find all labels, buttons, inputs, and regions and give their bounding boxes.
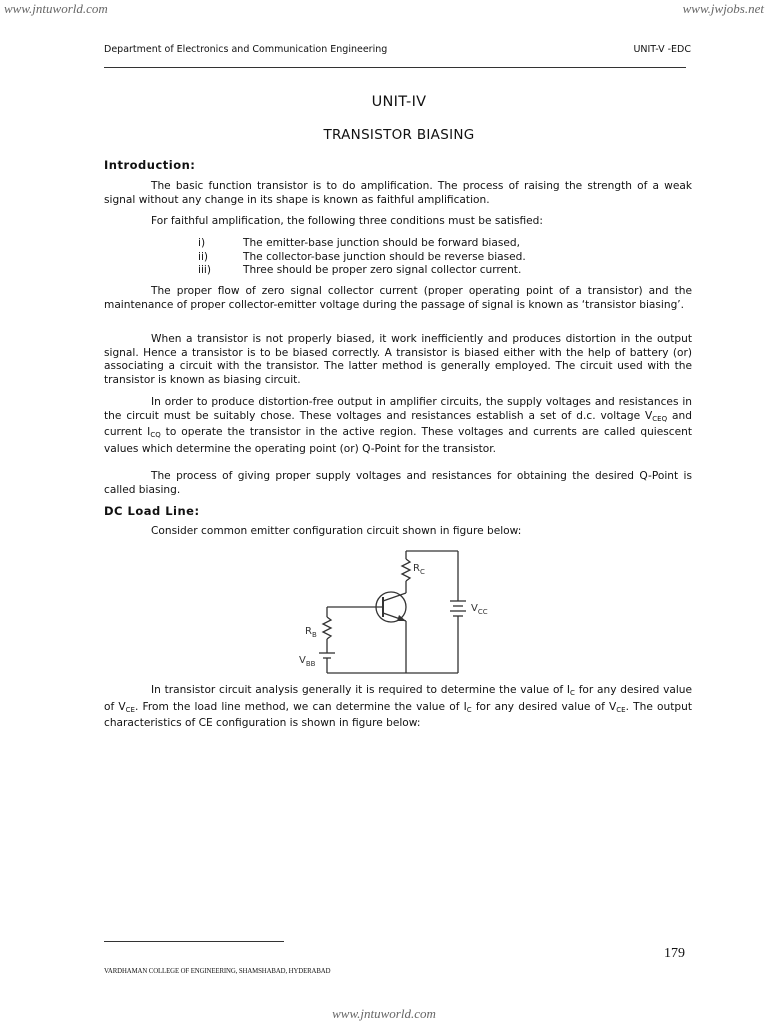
header-divider bbox=[104, 67, 686, 68]
dc-load-line-paragraph-1: Consider common emitter configuration circuit shown in figure below: bbox=[151, 525, 522, 537]
vcc-label: $V_{CC}$ bbox=[471, 603, 488, 616]
unit-heading: UNIT-IV bbox=[371, 94, 427, 110]
page-number: 179 bbox=[664, 946, 685, 961]
condition-item: iii) Three should be proper zero signal collector current. bbox=[198, 264, 522, 276]
rc-label: $R_C$ bbox=[413, 563, 425, 576]
ce-circuit-diagram bbox=[295, 545, 505, 680]
intro-paragraph-3: The proper flow of zero signal collector current (proper operating point of a transistor) and the maintenance of proper collector-emitter voltage during the passage of signal is known as ‘transistor biasing’. bbox=[104, 285, 692, 311]
department-label: Department of Electronics and Communication Engineering bbox=[104, 44, 388, 55]
watermark-top-left: www.jntuworld.com bbox=[4, 1, 108, 16]
watermark-bottom: www.jntuworld.com bbox=[332, 1006, 436, 1021]
college-footer: VARDHAMAN COLLEGE OF ENGINEERING, SHAMSHABAD, HYDERABAD bbox=[104, 968, 331, 975]
intro-paragraph-4: When a transistor is not properly biased, it work inefficiently and produces distortion in the output signal. Hence a transistor is to be biased correctly. A transistor is biased either with the help of battery (or) associating a circuit with the transistor. The latter method is generally employed. The circuit used with the transistor is known as biasing circuit. bbox=[104, 333, 692, 386]
intro-paragraph-5: In order to produce distortion-free output in amplifier circuits, the supply voltages and resistances in the circuit must be suitably chose. These voltages and resistances establish a set of d.c. voltage $V_{CEQ}$ and current $I_{CQ}$ to operate the transistor in the active region. These voltages and currents are called quiescent values which determine the operating point (or) Q-Point for the transistor. bbox=[104, 396, 692, 455]
rb-label: $R_B$ bbox=[305, 626, 317, 639]
intro-paragraph-2: For faithful amplification, the following three conditions must be satisfied: bbox=[151, 215, 543, 227]
unit-label: UNIT-V -EDC bbox=[633, 44, 691, 55]
footer-divider bbox=[104, 941, 284, 942]
intro-paragraph-6: The process of giving proper supply voltages and resistances for obtaining the desired Q-Point is called biasing. bbox=[104, 470, 692, 496]
page-title: TRANSISTOR BIASING bbox=[323, 127, 475, 143]
condition-item: ii) The collector-base junction should be reverse biased. bbox=[198, 251, 526, 263]
page-header bbox=[104, 44, 691, 55]
introduction-heading: Introduction: bbox=[104, 158, 196, 172]
intro-paragraph-1: The basic function transistor is to do amplification. The process of raising the strength of a weak signal without any change in its shape is known as faithful amplification. bbox=[104, 180, 692, 206]
emitter-arrow bbox=[397, 615, 406, 621]
dc-load-line-paragraph-2: In transistor circuit analysis generally it is required to determine the value of $I_C$ for any desired value of $V_{CE}$. From the load line method, we can determine the value of $I_C$ for any desired value of $V_{CE}$. The output characteristics of CE configuration is shown in figure below: bbox=[104, 684, 693, 730]
dc-load-line-heading: DC Load Line: bbox=[104, 504, 200, 518]
condition-item: i) The emitter-base junction should be forward biased, bbox=[198, 237, 520, 249]
watermark-top-right: www.jwjobs.net bbox=[682, 1, 764, 16]
vbb-label: $V_{BB}$ bbox=[299, 655, 316, 668]
